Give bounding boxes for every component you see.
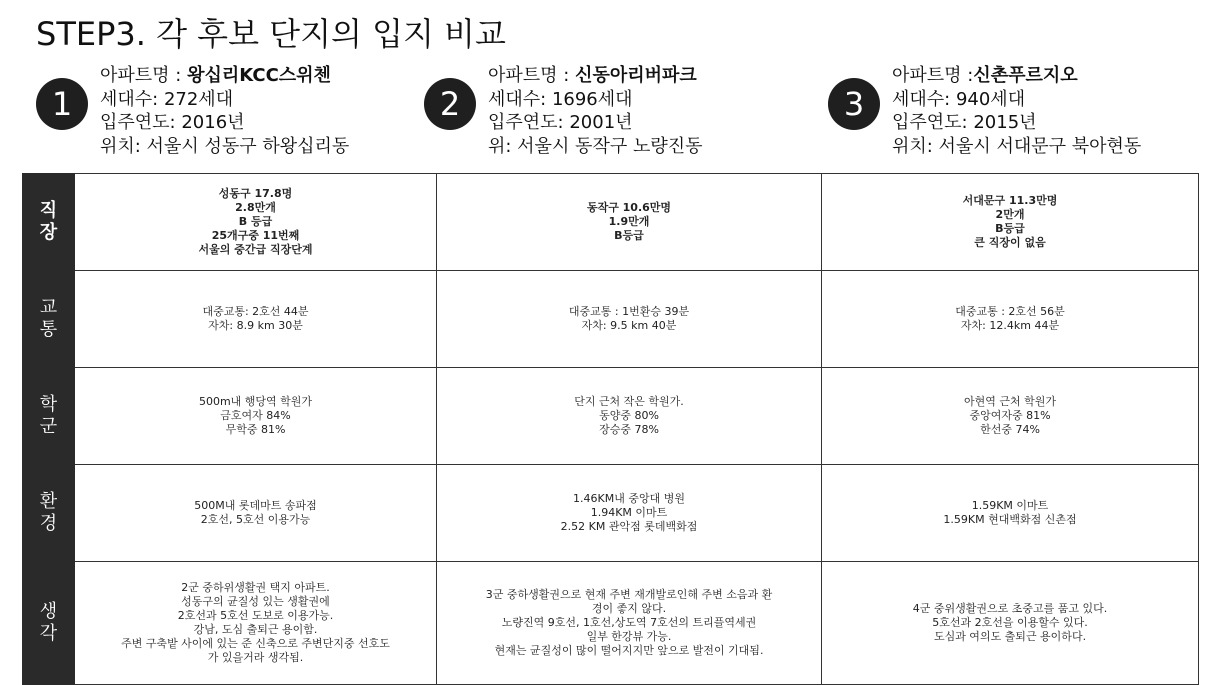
apartment-name [488,64,703,88]
cell-line: 1.9만개 [608,215,650,228]
location: 위: 서울시 동작구 노량진동 [488,135,703,157]
table-cell-candidate-3 [822,368,1199,465]
cell-line: B등급 [614,229,644,242]
page-title: STEP3. 각 후보 단지의 입지 비교 [36,15,506,53]
comparison-table [22,173,1199,685]
row-header-char: 장 [39,222,58,243]
cell-line: 가 있을거라 생각됨. [207,651,304,664]
cell-line: 아현역 근처 학원가 [963,395,1056,408]
cell-line: 자차: 9.5 km 40분 [581,319,677,332]
cell-line: 강남, 도심 출퇴근 용이함. [193,623,318,636]
cell-line: 1.46KM내 중앙대 병원 [573,492,685,505]
table-cell-candidate-2 [437,562,822,685]
table-row [23,174,1199,271]
cell-line: B등급 [995,222,1025,235]
table-cell-candidate-1 [75,174,437,271]
apartment-name-label: 아파트명 : [100,65,188,86]
cell-line: 500m내 행당역 학원가 [198,395,313,408]
cell-line: 2만개 [995,208,1025,221]
table-row [23,465,1199,562]
cell-line: 큰 직장이 없음 [974,236,1046,249]
move-in-year: 입주연도: 2015년 [892,112,1037,133]
row-header-char: 직 [39,200,58,221]
cell-line: 성동구의 균질성 있는 생활권에 [181,595,330,608]
row-header [23,562,75,685]
cell-line: 금호여자 84% [220,409,291,422]
table-cell-candidate-1 [75,368,437,465]
row-header-char: 생 [39,601,58,622]
cell-line: 도심과 여의도 출퇴근 용이하다. [933,630,1087,643]
cell-line: 2.52 KM 관악점 롯데백화점 [560,520,698,533]
households: 세대수: 940세대 [892,88,1026,110]
candidate-info [892,64,1141,158]
apartment-name [100,64,349,88]
cell-line: 단지 근처 작은 학원가. [574,395,684,408]
cell-line: 자차: 8.9 km 30분 [208,319,303,332]
table-cell-candidate-2 [437,271,822,368]
table-cell-candidate-3 [822,562,1199,685]
apartment-name-label: 아파트명 : [892,65,974,86]
table-row [23,562,1199,685]
apartment-name-value: 신촌푸르지오 [973,65,1078,86]
cell-line: 자차: 12.4km 44분 [960,319,1060,332]
cell-line: 현재는 균질성이 많이 떨어지지만 앞으로 발전이 기대됨. [494,644,764,657]
cell-line: 대중교통 : 1번환승 39분 [568,305,690,318]
row-header-char: 환 [39,491,58,512]
location: 위치: 서울시 서대문구 북아현동 [892,135,1142,157]
cell-line: 1.59KM 현대백화점 신촌점 [943,513,1077,526]
cell-line: 2군 중하위생활권 택지 아파트. [181,581,330,594]
table-cell-candidate-3 [822,174,1199,271]
cell-line: 경이 좋지 않다. [591,602,667,615]
table-cell-candidate-2 [437,368,822,465]
candidate-number-badge: 2 [424,78,476,130]
row-header-char: 교 [39,297,58,318]
cell-line: 동작구 10.6만명 [586,201,672,214]
row-header-char: 경 [39,513,58,534]
cell-line: 2.8만개 [235,201,276,214]
cell-line: 1.94KM 이마트 [590,506,668,519]
table-cell-candidate-1 [75,465,437,562]
table-cell-candidate-1 [75,271,437,368]
cell-line: 3군 중하생활권으로 현재 주변 재개발로인해 주변 소음과 환 [485,588,773,601]
candidate-number-badge: 1 [36,78,88,130]
apartment-name-value: 신동아리버파크 [575,65,697,86]
apartment-name-label: 아파트명 : [488,65,576,86]
move-in-year: 입주연도: 2016년 [100,112,245,133]
row-header-char: 각 [39,623,58,644]
table-row [23,271,1199,368]
row-header [23,465,75,562]
cell-line: 장승중 78% [599,423,659,436]
cell-line: 서대문구 11.3만명 [962,194,1058,207]
row-header-char: 학 [39,394,58,415]
cell-line: 500M내 롯데마트 송파점 [194,499,317,512]
candidate-number-badge: 3 [828,78,880,130]
row-header [23,174,75,271]
table-row [23,368,1199,465]
cell-line: 중앙여자중 81% [969,409,1051,422]
cell-line: 주변 구축밭 사이에 있는 준 신축으로 주변단지중 선호도 [121,637,390,650]
table-cell-candidate-3 [822,271,1199,368]
households: 세대수: 1696세대 [488,88,633,110]
cell-line: 1.59KM 이마트 [971,499,1049,512]
candidate-info [100,64,349,158]
cell-line: 대중교통: 2호선 44분 [202,305,309,318]
cell-line: 서울의 중간급 직장단계 [198,243,313,256]
table-cell-candidate-1 [75,562,437,685]
table-cell-candidate-2 [437,174,822,271]
households: 세대수: 272세대 [100,88,234,110]
row-header [23,271,75,368]
cell-line: 5호선과 2호선을 이용할수 있다. [932,616,1088,629]
cell-line: 동양중 80% [599,409,659,422]
cell-line: 일부 한강뷰 가능. [586,630,672,643]
cell-line: 무학중 81% [225,423,286,436]
cell-line: 한선중 74% [980,423,1040,436]
move-in-year: 입주연도: 2001년 [488,112,633,133]
row-header-char: 통 [39,319,58,340]
cell-line: 노량진역 9호선, 1호선,상도역 7호선의 트리플역세권 [501,616,757,629]
table-cell-candidate-2 [437,465,822,562]
table-cell-candidate-3 [822,465,1199,562]
row-header-char: 군 [39,416,58,437]
apartment-name-value: 왕십리KCC스위첸 [187,65,331,86]
cell-line: 2호선과 5호선 도보로 이용가능. [177,609,334,622]
location: 위치: 서울시 성동구 하왕십리동 [100,135,350,157]
cell-line: 대중교통 : 2호선 56분 [955,305,1065,318]
cell-line: 4군 중위생활권으로 초중고를 품고 있다. [912,602,1108,615]
cell-line: B 등급 [238,215,273,228]
cell-line: 성동구 17.8명 [218,187,293,200]
apartment-name [892,64,1141,88]
candidate-info [488,64,703,158]
cell-line: 25개구중 11번째 [211,229,300,242]
row-header [23,368,75,465]
cell-line: 2호선, 5호선 이용가능 [200,513,311,526]
